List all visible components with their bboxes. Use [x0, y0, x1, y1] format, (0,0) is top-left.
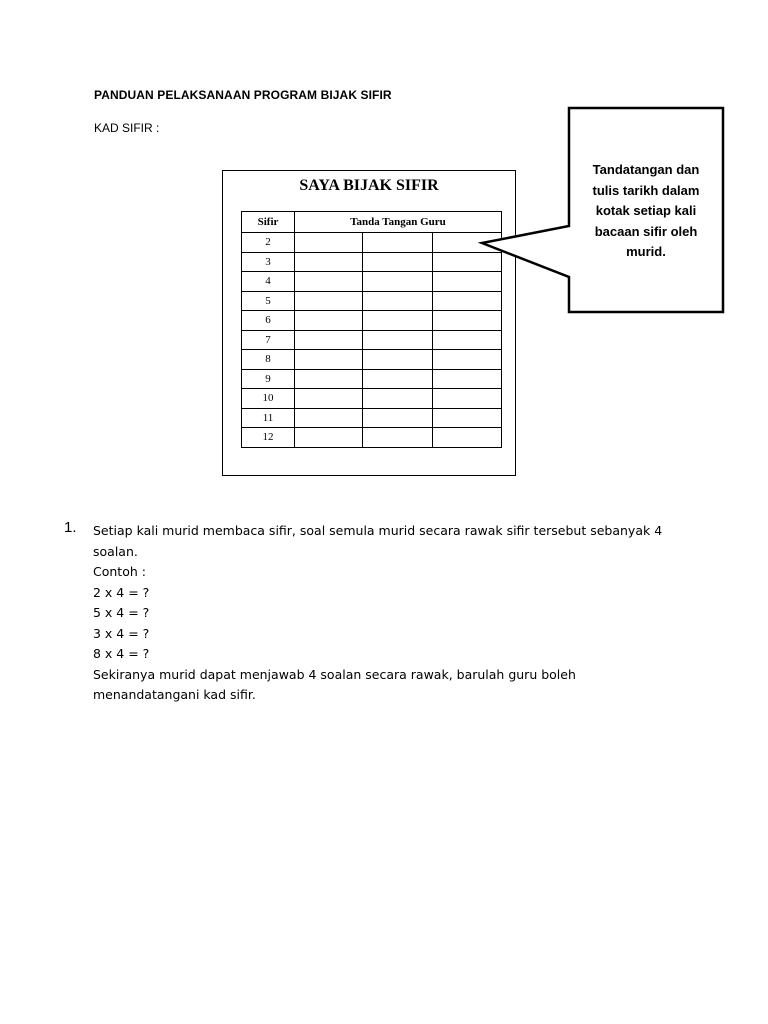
sifir-number: 3 [242, 252, 295, 272]
callout-line: kotak setiap kali [595, 203, 697, 218]
example-label: Contoh : [93, 564, 146, 579]
card-section-label: KAD SIFIR : [94, 121, 160, 135]
callout-line: tulis tarikh dalam [592, 182, 700, 198]
sifir-number: 5 [242, 291, 295, 311]
instruction-text [93, 521, 713, 706]
signature-cell[interactable] [363, 369, 433, 389]
signature-cell[interactable] [295, 311, 363, 331]
signature-cell[interactable] [433, 428, 502, 448]
sifir-number: 2 [242, 233, 295, 253]
signature-cell[interactable] [363, 272, 433, 292]
signature-cell[interactable] [295, 408, 363, 428]
sifir-number: 6 [242, 311, 295, 331]
header-sifir: Sifir [242, 212, 295, 233]
document-title: PANDUAN PELAKSANAAN PROGRAM BIJAK SIFIR [94, 88, 392, 102]
sifir-number: 4 [242, 272, 295, 292]
signature-cell[interactable] [363, 291, 433, 311]
sifir-number: 12 [242, 428, 295, 448]
sifir-number: 10 [242, 389, 295, 409]
signature-cell[interactable] [363, 389, 433, 409]
closing-line: Sekiranya murid dapat menjawab 4 soalan secara rawak, barulah guru boleh [93, 666, 576, 682]
example-item: 8 x 4 = ? [93, 646, 150, 661]
example-item: 3 x 4 = ? [93, 625, 150, 641]
signature-cell[interactable] [433, 350, 502, 370]
signature-cell[interactable] [295, 272, 363, 292]
sifir-table [241, 211, 502, 448]
signature-cell[interactable] [295, 389, 363, 409]
signature-cell[interactable] [295, 252, 363, 272]
table-header-row [242, 212, 502, 233]
card-title: SAYA BIJAK SIFIR [299, 177, 439, 194]
table-row [242, 291, 502, 311]
header-signature: Tanda Tangan Guru [295, 212, 502, 233]
signature-cell[interactable] [363, 311, 433, 331]
table-row [242, 389, 502, 409]
signature-cell[interactable] [295, 291, 363, 311]
signature-cell[interactable] [363, 252, 433, 272]
table-row [242, 233, 502, 253]
sifir-table-body [242, 233, 502, 448]
table-row [242, 408, 502, 428]
signature-cell[interactable] [363, 408, 433, 428]
signature-cell[interactable] [433, 408, 502, 428]
signature-cell[interactable] [295, 428, 363, 448]
sifir-number: 9 [242, 369, 295, 389]
signature-cell[interactable] [363, 233, 433, 253]
table-row [242, 252, 502, 272]
table-row [242, 330, 502, 350]
table-row [242, 428, 502, 448]
table-row [242, 311, 502, 331]
signature-cell[interactable] [433, 389, 502, 409]
table-row [242, 272, 502, 292]
signature-cell[interactable] [363, 330, 433, 350]
instruction-line: Setiap kali murid membaca sifir, soal semula murid secara rawak sifir tersebut sebanyak 4 [93, 523, 663, 538]
signature-cell[interactable] [295, 350, 363, 370]
example-item: 5 x 4 = ? [93, 605, 150, 620]
sifir-number: 11 [242, 408, 295, 428]
sifir-number: 7 [242, 330, 295, 350]
signature-cell[interactable] [295, 369, 363, 389]
signature-cell[interactable] [363, 428, 433, 448]
signature-cell[interactable] [295, 233, 363, 253]
closing-line: menandatangani kad sifir. [93, 687, 256, 702]
sifir-number: 8 [242, 350, 295, 370]
table-row [242, 369, 502, 389]
callout-line: bacaan sifir oleh [594, 223, 698, 239]
callout-line: murid. [626, 244, 666, 259]
example-item: 2 x 4 = ? [93, 584, 150, 600]
sifir-card [222, 170, 516, 476]
signature-cell[interactable] [295, 330, 363, 350]
list-number: 1. [64, 519, 77, 536]
instruction-line: soalan. [93, 543, 138, 559]
callout-line: Tandatangan dan [592, 162, 700, 177]
signature-cell[interactable] [433, 330, 502, 350]
signature-cell[interactable] [433, 369, 502, 389]
table-row [242, 350, 502, 370]
signature-cell[interactable] [363, 350, 433, 370]
callout-text [573, 160, 719, 263]
